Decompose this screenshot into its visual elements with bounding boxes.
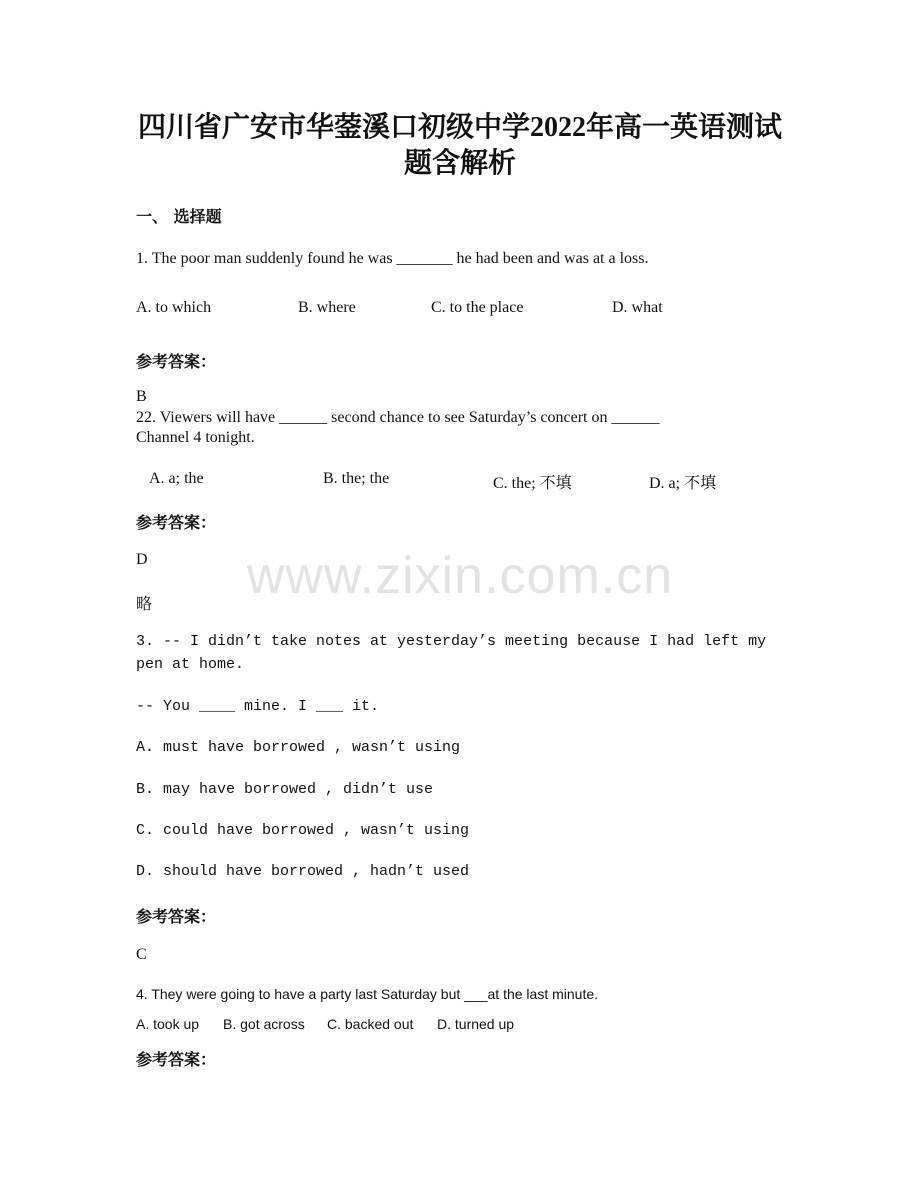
- q22-note: 略: [136, 596, 153, 613]
- section-heading: 一、 选择题: [136, 207, 222, 226]
- q1-answer: B: [136, 388, 147, 405]
- q4-stem: 4. They were going to have a party last Saturday but ___at the last minute.: [136, 986, 599, 1002]
- q3-stem-line2: pen at home.: [136, 656, 245, 673]
- q3-dialog: -- You ____ mine. I ___ it.: [136, 698, 380, 715]
- q1-answer-label: 参考答案：: [136, 352, 217, 371]
- q3-option-b: B. may have borrowed , didn’t use: [136, 781, 434, 798]
- q1-option-b: B. where: [298, 299, 356, 316]
- q3-stem-line1: 3. -- I didn’t take notes at yesterday’s meeting because I had left my: [136, 633, 767, 650]
- q1-option-c: C. to the place: [431, 299, 524, 316]
- q22-stem-line2: Channel 4 tonight.: [136, 429, 255, 446]
- document-title-line1: 四川省广安市华蓥溪口初级中学2022年高一英语测试: [137, 112, 782, 143]
- q3-answer: C: [136, 946, 147, 963]
- q4-option-a: A. took up: [136, 1016, 200, 1032]
- q22-answer: D: [136, 551, 148, 568]
- q4-option-b: B. got across: [223, 1016, 305, 1032]
- q4-answer-label: 参考答案：: [136, 1050, 217, 1069]
- q3-option-a: A. must have borrowed , wasn’t using: [136, 739, 461, 756]
- q22-option-d: D. a; 不填: [649, 475, 717, 492]
- q22-option-b: B. the; the: [323, 470, 390, 487]
- q1-stem: 1. The poor man suddenly found he was _______ he had been and was at a loss.: [136, 250, 649, 267]
- q22-option-a: A. a; the: [149, 470, 204, 487]
- q4-option-d: D. turned up: [437, 1016, 515, 1032]
- q3-option-c: C. could have borrowed , wasn’t using: [136, 822, 470, 839]
- q4-option-c: C. backed out: [327, 1016, 414, 1032]
- q3-answer-label: 参考答案：: [136, 907, 217, 926]
- q1-option-d: D. what: [612, 299, 663, 316]
- q3-option-d: D. should have borrowed , hadn’t used: [136, 863, 470, 880]
- q22-option-c: C. the; 不填: [493, 475, 572, 492]
- q1-option-a: A. to which: [136, 299, 212, 316]
- watermark: www.zixin.com.cn: [246, 547, 674, 605]
- document-title-line2: 题含解析: [403, 148, 516, 179]
- q22-stem-line1: 22. Viewers will have ______ second chance to see Saturday’s concert on ______: [136, 409, 660, 426]
- q22-answer-label: 参考答案：: [136, 513, 217, 532]
